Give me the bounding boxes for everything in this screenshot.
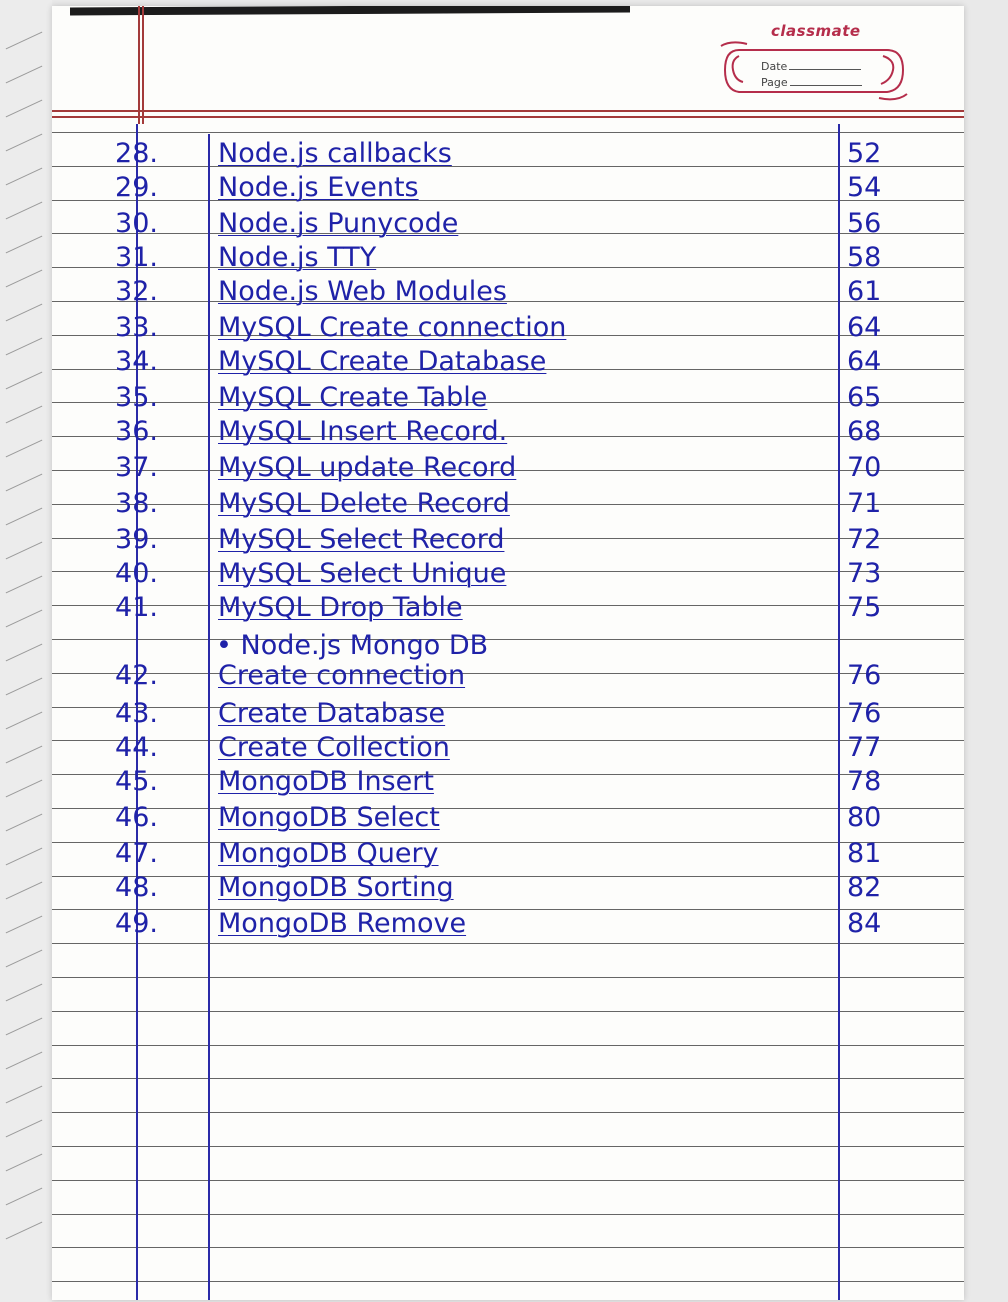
ruled-line: [52, 1180, 964, 1181]
entry-title: MySQL Drop Table: [218, 592, 463, 623]
ruled-line: [52, 943, 964, 944]
entry-page-number: 72: [847, 524, 882, 555]
entry-page-number: 68: [847, 416, 882, 447]
ruled-line: [52, 673, 964, 674]
entry-title: Create connection: [218, 660, 466, 691]
page-field: [761, 76, 862, 89]
entry-page-number: 65: [847, 382, 882, 413]
classmate-logo: [717, 22, 909, 106]
entry-page-number: 76: [847, 660, 882, 691]
entry-number: 46.: [115, 802, 158, 833]
entry-title: MongoDB Query: [218, 838, 439, 869]
entry-number: 45.: [115, 766, 158, 797]
entry-title: MongoDB Select: [218, 802, 440, 833]
entry-page-number: 56: [847, 208, 882, 239]
ruled-line: [52, 571, 964, 572]
entry-page-number: 76: [847, 698, 882, 729]
entry-page-number: 78: [847, 766, 882, 797]
ruled-line: [52, 1247, 964, 1248]
ruled-line: [52, 740, 964, 741]
ruled-line: [52, 402, 964, 403]
ruled-line: [52, 842, 964, 843]
header-rule: [52, 110, 964, 112]
ruled-line: [52, 1045, 964, 1046]
entry-title: MySQL Create Database: [218, 346, 547, 377]
entry-page-number: 82: [847, 872, 882, 903]
entry-number: 38.: [115, 488, 158, 519]
ruled-line: [52, 1011, 964, 1012]
entry-page-number: 81: [847, 838, 882, 869]
entry-number: 28.: [115, 138, 158, 169]
entry-page-number: 64: [847, 346, 882, 377]
entry-number: 31.: [115, 242, 158, 273]
ruled-line: [52, 774, 964, 775]
entry-number: 42.: [115, 660, 158, 691]
date-field: [761, 60, 861, 73]
entry-title: MongoDB Remove: [218, 908, 467, 939]
entry-page-number: 84: [847, 908, 882, 939]
ruled-line: [52, 909, 964, 910]
entry-page-number: 61: [847, 276, 882, 307]
entry-number: 30.: [115, 208, 158, 239]
entry-page-number: 71: [847, 488, 882, 519]
ruled-line: [52, 132, 964, 133]
entry-page-number: 77: [847, 732, 882, 763]
header-margin-line: [142, 6, 144, 124]
ruled-line: [52, 301, 964, 302]
ruled-line: [52, 1078, 964, 1079]
entry-number: 41.: [115, 592, 158, 623]
entry-title: Node.js Punycode: [218, 208, 459, 239]
entry-title: Node.js TTY: [218, 242, 377, 273]
entry-title: MongoDB Insert: [218, 766, 434, 797]
page-label: Page: [761, 76, 788, 89]
entry-page-number: 54: [847, 172, 882, 203]
ruled-line: [52, 808, 964, 809]
entry-title: MySQL Delete Record: [218, 488, 510, 519]
entry-number: 44.: [115, 732, 158, 763]
entry-page-number: 75: [847, 592, 882, 623]
ruled-line: [52, 538, 964, 539]
ruled-line: [52, 1112, 964, 1113]
entry-title: MySQL Select Record: [218, 524, 505, 555]
entry-number: 35.: [115, 382, 158, 413]
entry-number: 48.: [115, 872, 158, 903]
entry-title: MongoDB Sorting: [218, 872, 454, 903]
entry-number: 47.: [115, 838, 158, 869]
entry-number: 29.: [115, 172, 158, 203]
section-heading: • Node.js Mongo DB: [216, 630, 489, 661]
page-top-shadow: [70, 6, 630, 15]
entry-title: Node.js callbacks: [218, 138, 452, 169]
entry-page-number: 58: [847, 242, 882, 273]
page-column-line: [838, 124, 840, 1300]
ruled-line: [52, 639, 964, 640]
entry-number: 33.: [115, 312, 158, 343]
entry-title: MySQL update Record: [218, 452, 517, 483]
ruled-line: [52, 707, 964, 708]
brand-name: classmate: [771, 22, 861, 40]
entry-title: MySQL Create Table: [218, 382, 488, 413]
entry-page-number: 80: [847, 802, 882, 833]
date-label: Date: [761, 60, 788, 73]
entry-number: 32.: [115, 276, 158, 307]
entry-title: MySQL Insert Record.: [218, 416, 508, 447]
header-margin-line: [138, 6, 140, 124]
ruled-line: [52, 876, 964, 877]
entry-page-number: 64: [847, 312, 882, 343]
entry-title: MySQL Create connection: [218, 312, 567, 343]
entry-title: Node.js Web Modules: [218, 276, 507, 307]
entry-page-number: 52: [847, 138, 882, 169]
title-column-line: [208, 134, 210, 1300]
ruled-line: [52, 1146, 964, 1147]
ruled-line: [52, 166, 964, 167]
entry-number: 43.: [115, 698, 158, 729]
entry-number: 39.: [115, 524, 158, 555]
entry-title: MySQL Select Unique: [218, 558, 507, 589]
ruled-line: [52, 977, 964, 978]
notebook-page: [52, 6, 964, 1300]
entry-title: Create Database: [218, 698, 446, 729]
entry-number: 34.: [115, 346, 158, 377]
entry-number: 36.: [115, 416, 158, 447]
ruled-line: [52, 233, 964, 234]
entry-number: 40.: [115, 558, 158, 589]
entry-title: Create Collection: [218, 732, 450, 763]
ruled-line: [52, 200, 964, 201]
header-rule: [52, 116, 964, 118]
ruled-line: [52, 436, 964, 437]
ruled-line: [52, 1214, 964, 1215]
ruled-line: [52, 605, 964, 606]
entry-title: Node.js Events: [218, 172, 419, 203]
ruled-line: [52, 267, 964, 268]
entry-page-number: 73: [847, 558, 882, 589]
entry-number: 37.: [115, 452, 158, 483]
ruled-line: [52, 1281, 964, 1282]
entry-page-number: 70: [847, 452, 882, 483]
entry-number: 49.: [115, 908, 158, 939]
